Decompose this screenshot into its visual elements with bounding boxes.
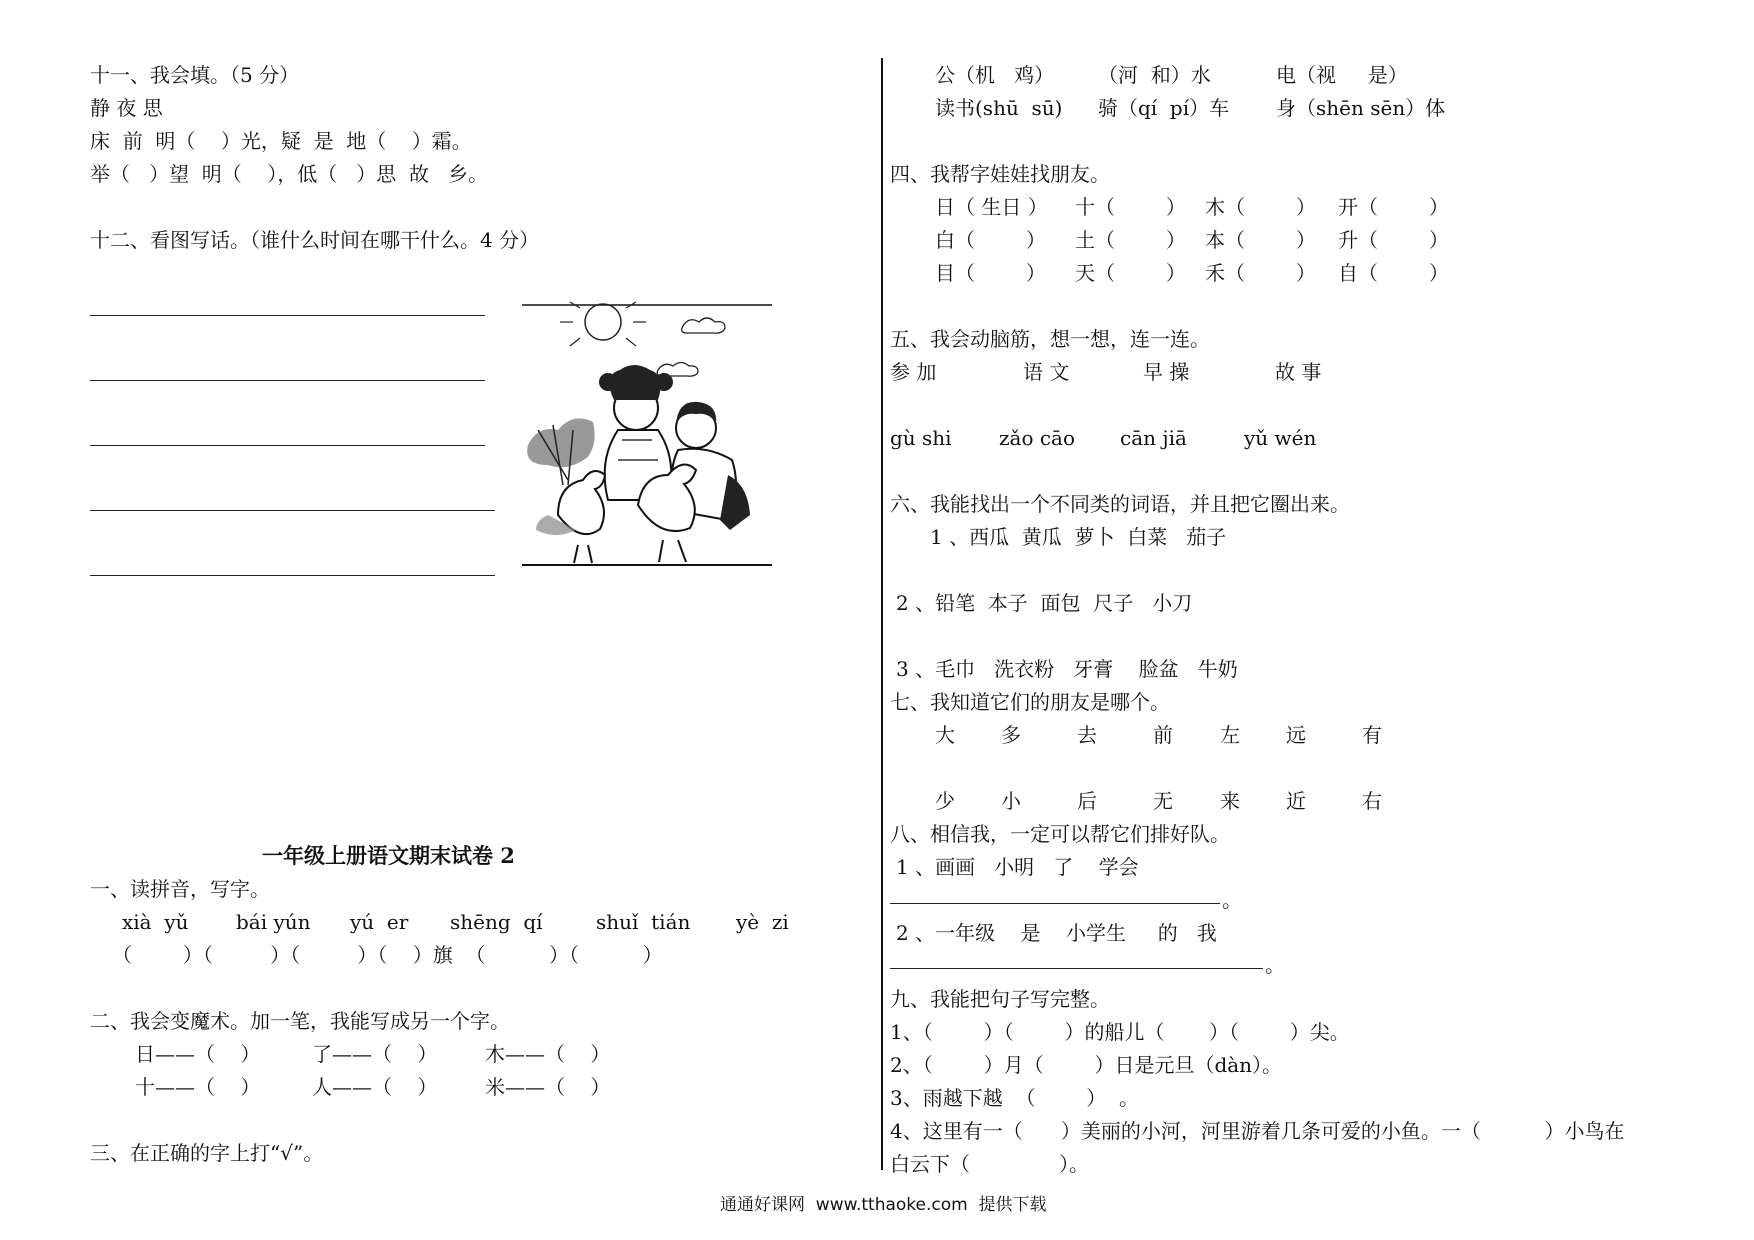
q12-heading: 十二、看图写话。（谁什么时间在哪干什么。4 分） <box>90 228 540 252</box>
q2-item[interactable]: 日——（ ） <box>135 1042 261 1066</box>
q5-word[interactable]: 语 文 <box>1023 360 1070 384</box>
q9-heading: 九、我能把句子写完整。 <box>890 987 1110 1011</box>
q3-heading: 三、在正确的字上打“√”。 <box>90 1141 324 1165</box>
q5-pinyin[interactable]: gù shi <box>890 426 952 450</box>
q5-word[interactable]: 故 事 <box>1275 360 1322 384</box>
q9-item[interactable]: 白云下（ ）。 <box>890 1152 1090 1176</box>
q1-answer-brackets[interactable]: （ ）（ ）（ ）（ ）旗 （ ）（ ） <box>112 943 663 967</box>
q7-word[interactable]: 少 <box>935 789 955 813</box>
q4-cell[interactable]: 日（ 生日 ） <box>935 195 1048 219</box>
q7-word[interactable]: 右 <box>1362 789 1382 813</box>
q7-word[interactable]: 左 <box>1220 723 1240 747</box>
q4-cell[interactable]: 白（ ） <box>935 228 1046 252</box>
writing-line[interactable] <box>90 510 495 511</box>
q1-pinyin-3: yú er <box>350 910 409 934</box>
children-with-chickens-drawing-icon <box>518 300 776 570</box>
q2-item[interactable]: 十——（ ） <box>135 1075 261 1099</box>
q3-option[interactable]: 公（机 鸡） <box>935 63 1055 87</box>
q4-cell[interactable]: 开（ ） <box>1338 195 1449 219</box>
q6-heading: 六、我能找出一个不同类的词语，并且把它圈出来。 <box>890 492 1350 516</box>
q1-pinyin-6: yè zi <box>736 910 789 934</box>
q9-item[interactable]: 1、（ ）（ ）的船儿（ ）（ ）尖。 <box>890 1020 1350 1044</box>
q7-word[interactable]: 有 <box>1362 723 1382 747</box>
q2-item[interactable]: 人——（ ） <box>312 1075 438 1099</box>
q1-pinyin-5: shuǐ tián <box>596 910 691 934</box>
q4-cell[interactable]: 十（ ） <box>1075 195 1186 219</box>
q11-heading: 十一、我会填。（5 分） <box>90 63 300 87</box>
q3-option[interactable]: 电（视 是） <box>1276 63 1408 87</box>
q1-heading: 一、读拼音，写字。 <box>90 877 270 901</box>
q6-item[interactable]: 3 、毛巾 洗衣粉 牙膏 脸盆 牛奶 <box>896 657 1238 681</box>
q5-pinyin[interactable]: yǔ wén <box>1244 426 1317 450</box>
q8-period: 。 <box>1222 888 1242 912</box>
q5-word[interactable]: 参 加 <box>890 360 937 384</box>
q4-heading: 四、我帮字娃娃找朋友。 <box>890 162 1110 186</box>
q6-item[interactable]: 1 、西瓜 黄瓜 萝卜 白菜 茄子 <box>930 525 1227 549</box>
q7-word[interactable]: 去 <box>1077 723 1097 747</box>
writing-line[interactable] <box>90 575 495 576</box>
q8-answer-line[interactable] <box>890 903 1220 904</box>
footer-credit: 通通好课网 www.tthaoke.com 提供下载 <box>720 1195 1047 1215</box>
poem-title: 静 夜 思 <box>90 96 163 120</box>
q5-word[interactable]: 早 操 <box>1143 360 1190 384</box>
q9-item[interactable]: 2、（ ）月（ ）日是元旦（dàn）。 <box>890 1053 1283 1077</box>
q7-word[interactable]: 来 <box>1220 789 1240 813</box>
q7-word[interactable]: 大 <box>935 723 955 747</box>
q7-word[interactable]: 近 <box>1286 789 1306 813</box>
q3-option[interactable]: 读书(shū sū) <box>935 96 1063 120</box>
column-divider <box>881 58 883 1170</box>
q9-item[interactable]: 3、雨越下越 （ ） 。 <box>890 1086 1140 1110</box>
q7-word[interactable]: 小 <box>1001 789 1021 813</box>
q5-pinyin[interactable]: cān jiā <box>1120 426 1187 450</box>
q7-word[interactable]: 前 <box>1153 723 1173 747</box>
q2-item[interactable]: 了——（ ） <box>312 1042 438 1066</box>
q7-word[interactable]: 远 <box>1286 723 1306 747</box>
poem-line-1: 床 前 明（ ）光，疑 是 地（ ）霜。 <box>90 129 472 153</box>
q5-pinyin[interactable]: zǎo cāo <box>999 426 1076 450</box>
q6-item[interactable]: 2 、铅笔 本子 面包 尺子 小刀 <box>896 591 1193 615</box>
q4-cell[interactable]: 木（ ） <box>1205 195 1316 219</box>
writing-line[interactable] <box>90 315 485 316</box>
q2-item[interactable]: 木——（ ） <box>485 1042 611 1066</box>
q3-option[interactable]: 身（shēn sēn）体 <box>1276 96 1446 120</box>
q5-heading: 五、我会动脑筋，想一想，连一连。 <box>890 327 1210 351</box>
poem-line-2: 举（ ）望 明（ ），低（ ）思 故 乡。 <box>90 162 489 186</box>
exam-title: 一年级上册语文期末试卷 2 <box>262 843 515 868</box>
q1-pinyin-4: shēng qí <box>450 910 543 934</box>
writing-line[interactable] <box>90 380 485 381</box>
writing-line[interactable] <box>90 445 485 446</box>
q8-heading: 八、相信我，一定可以帮它们排好队。 <box>890 822 1230 846</box>
q8-answer-line[interactable] <box>890 968 1263 969</box>
q4-cell[interactable]: 升（ ） <box>1338 228 1449 252</box>
q2-item[interactable]: 米——（ ） <box>485 1075 611 1099</box>
q4-cell[interactable]: 禾（ ） <box>1205 261 1316 285</box>
q1-pinyin-1: xià yǔ <box>122 910 189 934</box>
q8-item: 2 、一年级 是 小学生 的 我 <box>896 921 1217 945</box>
q1-pinyin-2: bái yún <box>236 910 311 934</box>
q9-item[interactable]: 4、这里有一（ ）美丽的小河，河里游着几条可爱的小鱼。一（ ）小鸟在 <box>890 1119 1625 1143</box>
q4-cell[interactable]: 目（ ） <box>935 261 1046 285</box>
q8-item: 1 、画画 小明 了 学会 <box>896 855 1139 879</box>
q4-cell[interactable]: 自（ ） <box>1338 261 1449 285</box>
q2-heading: 二、我会变魔术。加一笔，我能写成另一个字。 <box>90 1009 510 1033</box>
q4-cell[interactable]: 天（ ） <box>1075 261 1186 285</box>
q3-option[interactable]: 骑（qí pí）车 <box>1098 96 1230 120</box>
q8-period: 。 <box>1265 953 1285 977</box>
q4-cell[interactable]: 土（ ） <box>1075 228 1186 252</box>
q4-cell[interactable]: 本（ ） <box>1205 228 1316 252</box>
q7-heading: 七、我知道它们的朋友是哪个。 <box>890 690 1170 714</box>
q7-word[interactable]: 无 <box>1153 789 1173 813</box>
q7-word[interactable]: 多 <box>1001 723 1021 747</box>
q3-option[interactable]: （河 和）水 <box>1098 63 1211 87</box>
q7-word[interactable]: 后 <box>1077 789 1097 813</box>
